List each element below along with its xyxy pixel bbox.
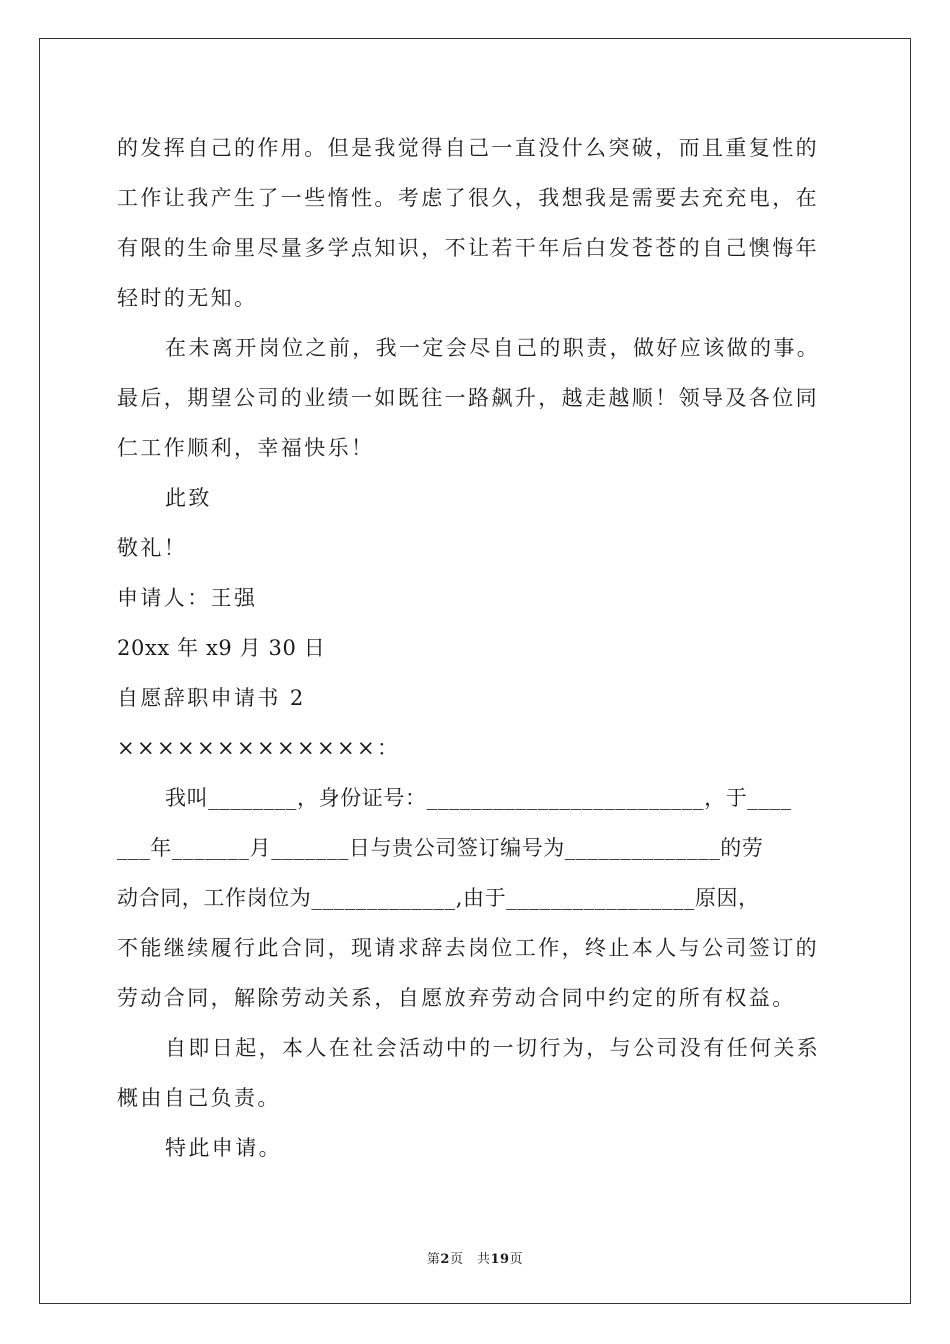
form-line: 我叫________，身份证号：_________________________，于____: [165, 786, 792, 810]
form-line: 动合同，工作岗位为_____________,由于_________________原因，: [117, 886, 760, 910]
paragraph-line: 概由自己负责。: [117, 1086, 281, 1110]
paragraph-line: 仁工作顺利，幸福快乐！: [117, 436, 375, 460]
paragraph-line: 劳动合同，解除劳动关系，自愿放弃劳动合同中约定的所有权益。: [117, 986, 796, 1010]
form-line: ___年_______月_______日与贵公司签订编号为______________的劳: [117, 836, 764, 860]
paragraph-line: 有限的生命里尽量多学点知识，不让若干年后白发苍苍的自己懊悔年: [117, 236, 819, 260]
recipient-line: ×××××××××××××：: [117, 736, 401, 760]
document-body: [117, 128, 835, 1178]
closing-regards: 敬礼！: [117, 536, 188, 560]
paragraph-line: 自即日起，本人在社会活动中的一切行为，与公司没有任何关系: [165, 1036, 821, 1060]
applicant-line: 申请人：王强: [117, 586, 258, 610]
closing-statement: 特此申请。: [165, 1136, 282, 1160]
page-current: 2: [440, 1252, 450, 1267]
page-label-mid: 页 共: [449, 1252, 491, 1267]
paragraph-line: 的发挥自己的作用。但是我觉得自己一直没什么突破，而且重复性的: [117, 136, 819, 160]
section-title: 自愿辞职申请书 2: [117, 686, 306, 710]
closing-salutation: 此致: [165, 486, 212, 510]
paragraph-line: 不能继续履行此合同，现请求辞去岗位工作，终止本人与公司签订的: [117, 936, 819, 960]
paragraph-line: 在未离开岗位之前，我一定会尽自己的职责，做好应该做的事。: [165, 336, 821, 360]
paragraph-line: 最后，期望公司的业绩一如既往一路飙升，越走越顺！领导及各位同: [117, 386, 819, 410]
page-footer: [0, 1248, 950, 1267]
paragraph-line: 工作让我产生了一些惰性。考虑了很久，我想我是需要去充充电，在: [117, 186, 819, 210]
page-label-suffix: 页: [509, 1252, 524, 1267]
paragraph-line: 轻时的无知。: [117, 286, 258, 310]
date-line: 20xx 年 x9 月 30 日: [117, 636, 326, 660]
page-total: 19: [490, 1252, 510, 1267]
page-label-prefix: 第: [426, 1252, 441, 1267]
